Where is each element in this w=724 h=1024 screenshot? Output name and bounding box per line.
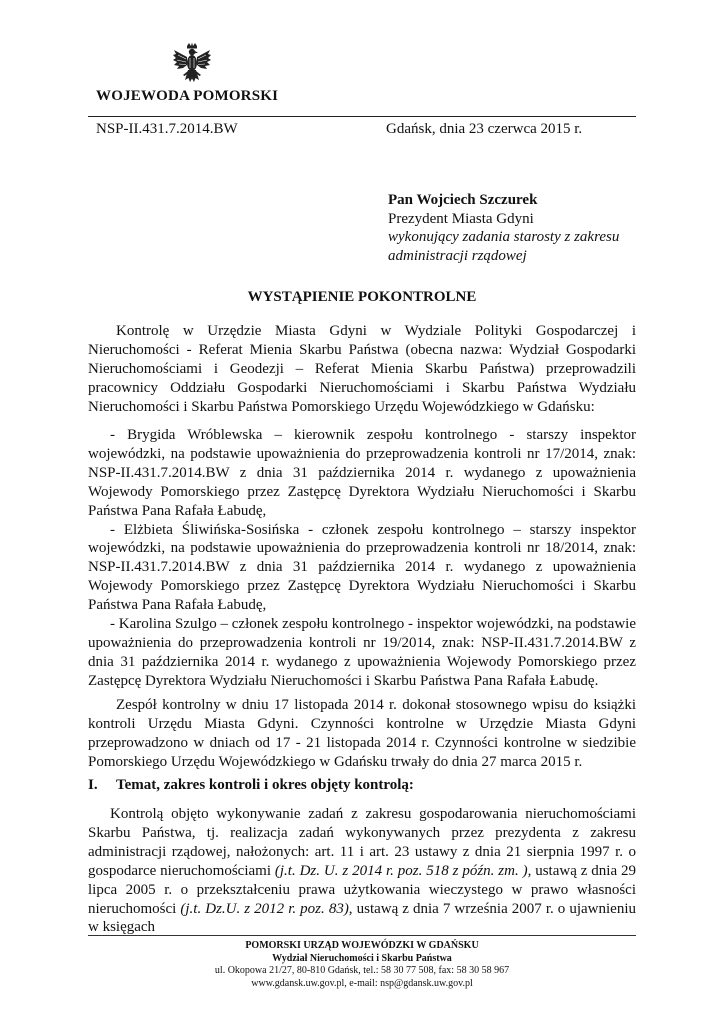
- scope-citation-1: (j.t. Dz. U. z 2014 r. poz. 518 z późn. zm. ),: [274, 862, 532, 879]
- addressee-title: Prezydent Miasta Gdyni: [388, 210, 534, 227]
- section-heading: [88, 777, 414, 794]
- footer-divider: [88, 935, 636, 936]
- section-number: I.: [88, 777, 98, 793]
- scope-section: [88, 805, 636, 937]
- reference-number: NSP-II.431.7.2014.BW: [96, 121, 238, 137]
- inspector-entry: - Brygida Wróblewska – kierownik zespołu kontrolnego - starszy inspektor wojewódzki, na podstawie upoważnienia do przeprowadzenia kontroli nr 17/2014, znak: NSP-II.431.7.2014.BW z dnia 31 października 2014 r. wydanego z upoważnienia Wojewody Pomorskiego przez Zastępcę Dyrektora Wydziału Nieruchomości i Skarbu Państwa Pana Rafała Łabudę,: [88, 427, 636, 519]
- addressee-block: [388, 191, 638, 265]
- scope-citation-2: (j.t. Dz.U. z 2012 r. poz. 83),: [180, 900, 353, 917]
- addressee-role-line2: administracji rządowej: [388, 247, 527, 264]
- addressee-name: Pan Wojciech Szczurek: [388, 192, 538, 208]
- footer-address: ul. Okopowa 21/27, 80-810 Gdańsk, tel.: 58 30 77 508, fax: 58 30 58 967: [214, 965, 510, 977]
- intro-section: [88, 322, 636, 417]
- scope-text-2: ustawą z dnia 29 lipca 2005 r. o przekształceniu prawa użytkowania wieczystego w prawo własności nieruchomości: [88, 862, 637, 917]
- issuer-name: WOJEWODA POMORSKI: [96, 88, 279, 104]
- footer-office: POMORSKI URZĄD WOJEWÓDZKI W GDAŃSKU: [245, 940, 479, 951]
- inspector-entry: - Karolina Szulgo – członek zespołu kontrolnego - inspektor wojewódzki, na podstawie upoważnienia do przeprowadzenia kontroli nr 19/2014, znak: NSP-II.431.7.2014.BW z dnia 31 października 2014 r. wydanego z upoważnienia Wojewody Pomorskiego przez Zastępcę Dyrektora Wydziału Nieruchomości i Skarbu Państwa Pana Rafała Łabudę.: [88, 616, 636, 689]
- team-entry-section: [88, 696, 636, 772]
- document-title: WYSTĄPIENIE POKONTROLNE: [247, 289, 477, 305]
- place-date: Gdańsk, dnia 23 czerwca 2015 r.: [386, 121, 583, 137]
- footer-department: Wydział Nieruchomości i Skarbu Państwa: [272, 952, 452, 964]
- scope-paragraph: [88, 805, 636, 937]
- intro-paragraph: Kontrolę w Urzędzie Miasta Gdyni w Wydziale Polityki Gospodarczej i Nieruchomości - Referat Mienia Skarbu Państwa (obecna nazwa: Wydział Gospodarki Nieruchomościami i Geodezji – Referat Mienia Skarbu Państwa) przeprowadzili pracownicy Oddziału Gospodarki Nieruchomościami i Skarbu Państwa Wydziału Nieruchomości i Skarbu Państwa Pomorskiego Urzędu Wojewódzkiego w Gdańsku:: [88, 323, 636, 415]
- header-divider: [88, 116, 636, 117]
- team-entry-paragraph: Zespół kontrolny w dniu 17 listopada 2014 r. dokonał stosownego wpisu do książki kontroli Urzędu Miasta Gdyni. Czynności kontrolne w Urzędzie Miasta Gdyni przeprowadzono w dniach od 17 - 21 listopada 2014 r. Czynności kontrolne w siedzibie Pomorskiego Urzędu Wojewódzkiego w Gdańsku trwały do dnia 27 marca 2015 r.: [88, 697, 636, 770]
- scope-text-3: ustawą z dnia 7 września 2007 r. o ujawnieniu w księgach: [88, 900, 636, 936]
- inspectors-list: [88, 426, 636, 691]
- inspector-entry: - Elżbieta Śliwińska-Sosińska - członek zespołu kontrolnego – starszy inspektor wojewódzki, na podstawie upoważnienia do przeprowadzenia kontroli nr 18/2014, znak: NSP-II.431.7.2014.BW z dnia 31 października 2014 r. wydanego z upoważnienia Wojewody Pomorskiego przez Zastępcę Dyrektora Wydziału Nieruchomości i Skarbu Państwa Pana Rafała Łabudę,: [88, 521, 636, 614]
- footer-contact: www.gdansk.uw.gov.pl, e-mail: nsp@gdansk.uw.gov.pl: [251, 977, 473, 989]
- scope-text-1: Kontrolą objęto wykonywanie zadań z zakresu gospodarowania nieruchomościami Skarbu Państwa, tj. realizacja zadań wykonywanych przez prezydenta z zakresu administracji rządowej, nałożonych: art. 11 i art. 23 ustawy z dnia 21 sierpnia 1997 r. o gospodarce nieruchomościami: [88, 806, 636, 879]
- eagle-emblem-icon: [172, 42, 212, 90]
- addressee-role-line1: wykonujący zadania starosty z zakresu: [388, 229, 620, 245]
- footer: [88, 940, 636, 990]
- section-heading-text: Temat, zakres kontroli i okres objęty kontrolą:: [116, 777, 414, 793]
